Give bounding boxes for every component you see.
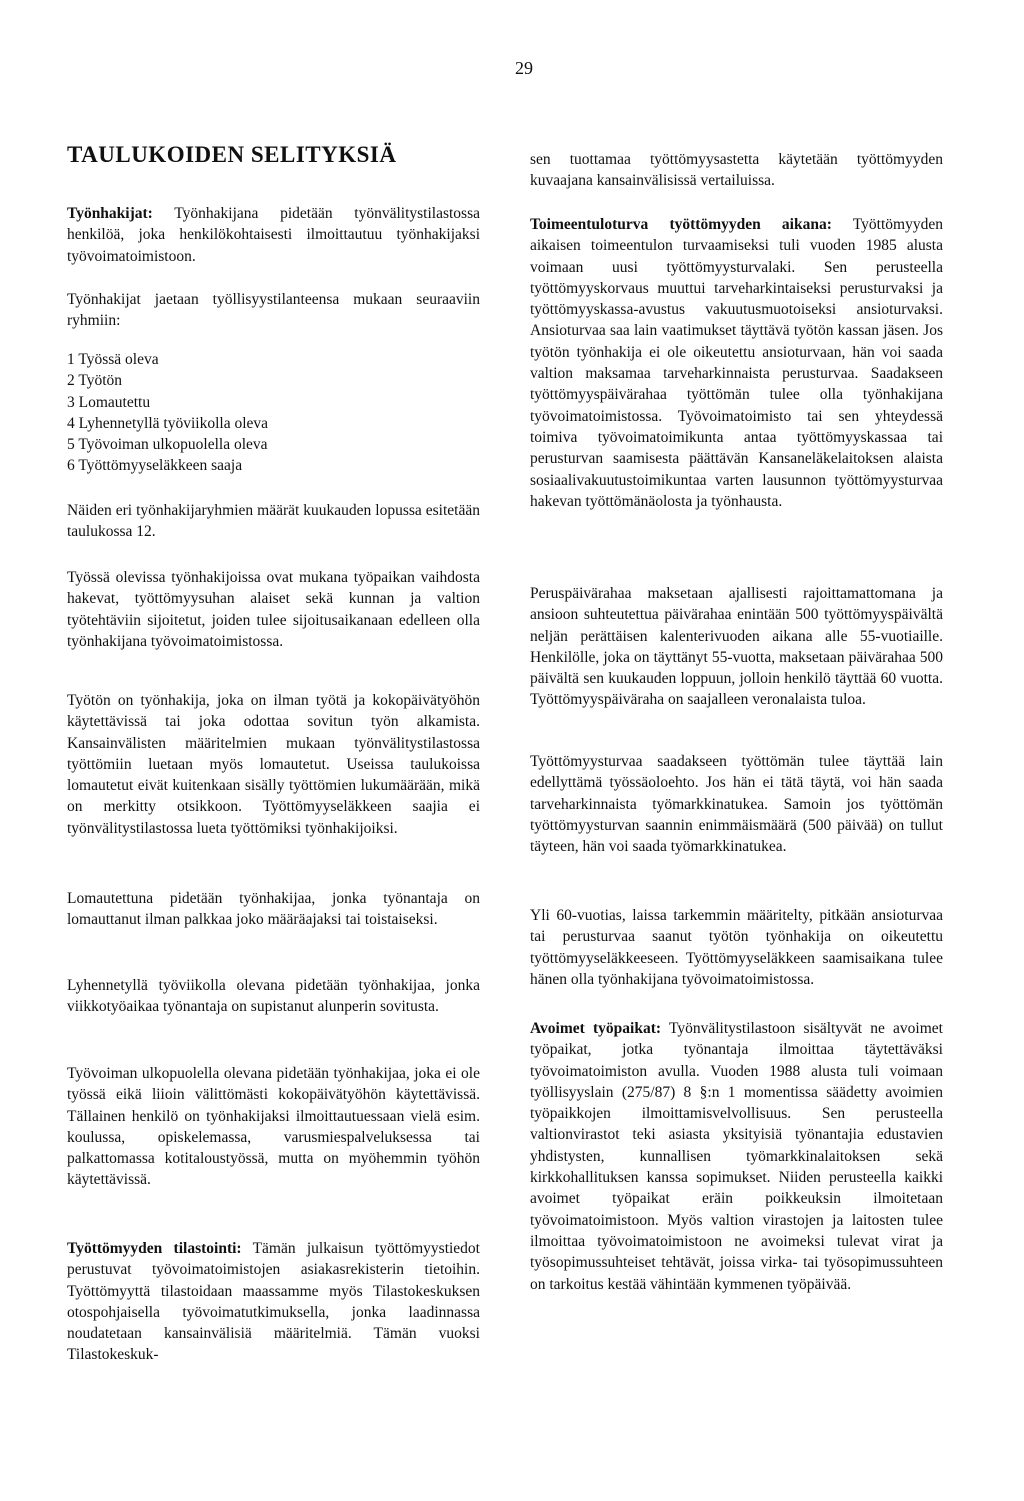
left-paragraph-9 xyxy=(67,1238,480,1366)
right-paragraph-5: Yli 60-vuotias, laissa tarkemmin määritelty, pitkään ansioturvaa tai perusturvaa saanut työtön työnhakija on oikeutettu työttömyyseläkkeeseen. Työttömyyseläkkeen saamisaikana tulee hänen olla työnhakijana työvoimatoimistossa. xyxy=(530,907,943,988)
left-paragraph-6: Lomautettuna pidetään työnhakijaa, jonka työnantaja on lomauttanut ilman palkkaa joko määräajaksi tai toistaiseksi. xyxy=(67,890,480,929)
list-item: 4 Lyhennetyllä työviikolla oleva xyxy=(67,414,269,432)
paragraph-text: Työnhakijana pidetään työnvälitystilastossa henkilöä, joka henkilökohtaisesti ilmoittautuu työnhakijaksi työvoimatoimistoon. xyxy=(67,205,480,265)
term-label: Toimeentuloturva työttömyyden aikana: xyxy=(530,216,832,233)
page-heading: TAULUKOIDEN SELITYKSIÄ xyxy=(67,142,397,167)
left-paragraph-4: Työssä olevissa työnhakijoissa ovat mukana työpaikan vaihdosta hakevat, työttömyysuhan alaiset sekä kunnan ja valtion työtehtäviin sijoitetut, joiden tulee sijoitusaikanaan edelleen olla työnhakijana työvoimatoimistossa. xyxy=(67,569,480,650)
right-paragraph-4: Työttömyysturvaa saadakseen työttömän tulee täyttää lain edellyttämä työssäoloehto. Jos hän ei tätä täytä, voi hän saada tarveharkinnaista työmarkkinatukea. Samoin jos työttömän työttömyysturvan saannin enimmäismäärä (500 päivää) on tullut täyteen, hän voi saada työmarkkinatukea. xyxy=(530,753,943,856)
term-label: Työnhakijat: xyxy=(67,205,153,222)
right-paragraph-3: Peruspäivärahaa maksetaan ajallisesti rajoittamattomana ja ansioon suhteutettua päivärahaa enintään 500 työttömyyspäivältä neljän perättäisen kalenterivuoden aikana alle 55-vuotiaille. Henkilölle, joka on täyttänyt 55-vuotta, maksetaan päivärahaa 500 päivältä sen kuukauden loppuun, jolloin henkilö täyttää 60 vuotta. Työttömyyspäiväraha on saajalleen veronalaista tuloa. xyxy=(530,585,943,709)
list-item: 1 Työssä oleva xyxy=(67,351,159,368)
right-paragraph-1: sen tuottamaa työttömyysastetta käytetään työttömyyden kuvaajana kansainvälisissä vertailuissa. xyxy=(530,151,943,190)
left-paragraph-1 xyxy=(67,203,480,267)
group-list xyxy=(67,349,268,477)
list-item: 3 Lomautettu xyxy=(67,393,151,411)
paragraph-text: Tämän julkaisun työttömyystiedot perustuvat työvoimatoimistojen asiakasrekisterin tietoihin. Työttömyyttä tilastoidaan maassamme myös Tilastokeskuksen otospohjaisella työvoimatutkimuksella, jonka laadinnassa noudatetaan kansainvälisiä määritelmiä. Tämän vuoksi Tilastokeskuk- xyxy=(67,1240,480,1364)
left-paragraph-3: Näiden eri työnhakijaryhmien määrät kuukauden lopussa esitetään taulukossa 12. xyxy=(67,502,480,541)
paragraph-text: Työttömyyden aikaisen toimeentulon turvaamiseksi tuli vuoden 1985 alusta voimaan uusi työttömyysturvalaki. Sen perusteella työttömyyskorvaus muuttui tarveharkintaiseksi perusturvaksi ja työttömyyskassa-avustus vakuutusmuotoiseksi ansioturvaksi. Ansioturvaa saa lain vaatimukset täyttävä työtön kassan jäsen. Jos työtön työnhakija ei ole oikeutettu ansioturvaan, hän voi saada valtion maksamaa tarveharkinnaista perusturvaa. Saadakseen työttömyyspäivärahaa työttömän tulee olla työnhakijana työvoimatoimistossa. Työvoimatoimisto tai sen yhteydessä toimiva työvoimatoimikunta antaa työttömyyskassaa tai perusturvan saamisesta päättävän Kansaneläkelaitoksen alaista sosiaalivakuutustoimikuntaa varten lausunnon työttömyysturvaa hakevan työttömänäolosta ja työnhausta. xyxy=(530,216,943,510)
term-label: Työttömyyden tilastointi: xyxy=(67,1240,242,1257)
left-paragraph-2: Työnhakijat jaetaan työllisyystilanteensa mukaan seuraaviin ryhmiin: xyxy=(67,291,480,330)
left-paragraph-5: Työtön on työnhakija, joka on ilman työtä ja kokopäivätyöhön käytettävissä tai joka odottaa sovitun työn alkamista. Kansainvälisten määritelmien mukaan työnvälitystilastossa työttömiin luetaan myös lomautetut. Useissa taulukoissa lomautetut eivät kuitenkaan sisälly työttömien lukumäärään, mikä on merkitty otsikkoon. Työttömyyseläkkeen saajia ei työnvälitystilastossa lueta työttömiksi työnhakijoiksi. xyxy=(67,692,480,837)
left-paragraph-7: Lyhennetyllä työviikolla olevana pidetään työnhakijaa, jonka viikkotyöaikaa työnantaja on supistanut alunperin sovitusta. xyxy=(67,977,480,1016)
right-paragraph-2 xyxy=(530,214,943,512)
term-label: Avoimet työpaikat: xyxy=(530,1020,662,1037)
page-number: 29 xyxy=(515,58,533,78)
paragraph-text: Työnvälitystilastoon sisältyvät ne avoimet työpaikat, jotka työnantaja ilmoittaa täytettäväksi työvoimatoimiston avulla. Vuoden 1988 alusta tuli voimaan työllisyyslain (275/87) 8 §:n 1 momentissa säädetty avoimien työpaikkojen ilmoittamisvelvollisuus. Sen perusteella valtionvirastot teki asiasta yksityisiä työnantajia edustavien yhdistysten, kunnallisen työmarkkinalaitoksen sekä kirkkohallituksen kanssa sopimukset. Niiden perusteella kaikki avoimet työpaikat eräin poikkeuksin ilmoitetaan työvoimatoimistoon. Myös valtion virastojen ja laitosten tulee ilmoittaa työvoimatoimistoon ne avoimeksi tulevat virat ja työsopimussuhteiset tehtävät, joissa virka- tai työsopimussuhteen on tarkoitus kestää vähintään kymmenen työpäivää. xyxy=(530,1020,943,1293)
left-paragraph-8: Työvoiman ulkopuolella olevana pidetään työnhakijaa, joka ei ole työssä eikä liioin välittömästi kokopäivätyöhön käytettävissä. Tällainen henkilö on työnhakijaksi ilmoittautuessaan vielä esim. koulussa, opiskelemassa, varusmiespalveluksessa tai palkattomassa kotitaloustyössä, mutta on myöhemmin työhön käytettävissä. xyxy=(67,1065,480,1189)
right-paragraph-6 xyxy=(530,1018,943,1295)
list-item: 2 Työtön xyxy=(67,372,123,390)
list-item: 6 Työttömyyseläkkeen saaja xyxy=(67,457,243,475)
list-item: 5 Työvoiman ulkopuolella oleva xyxy=(67,436,268,454)
